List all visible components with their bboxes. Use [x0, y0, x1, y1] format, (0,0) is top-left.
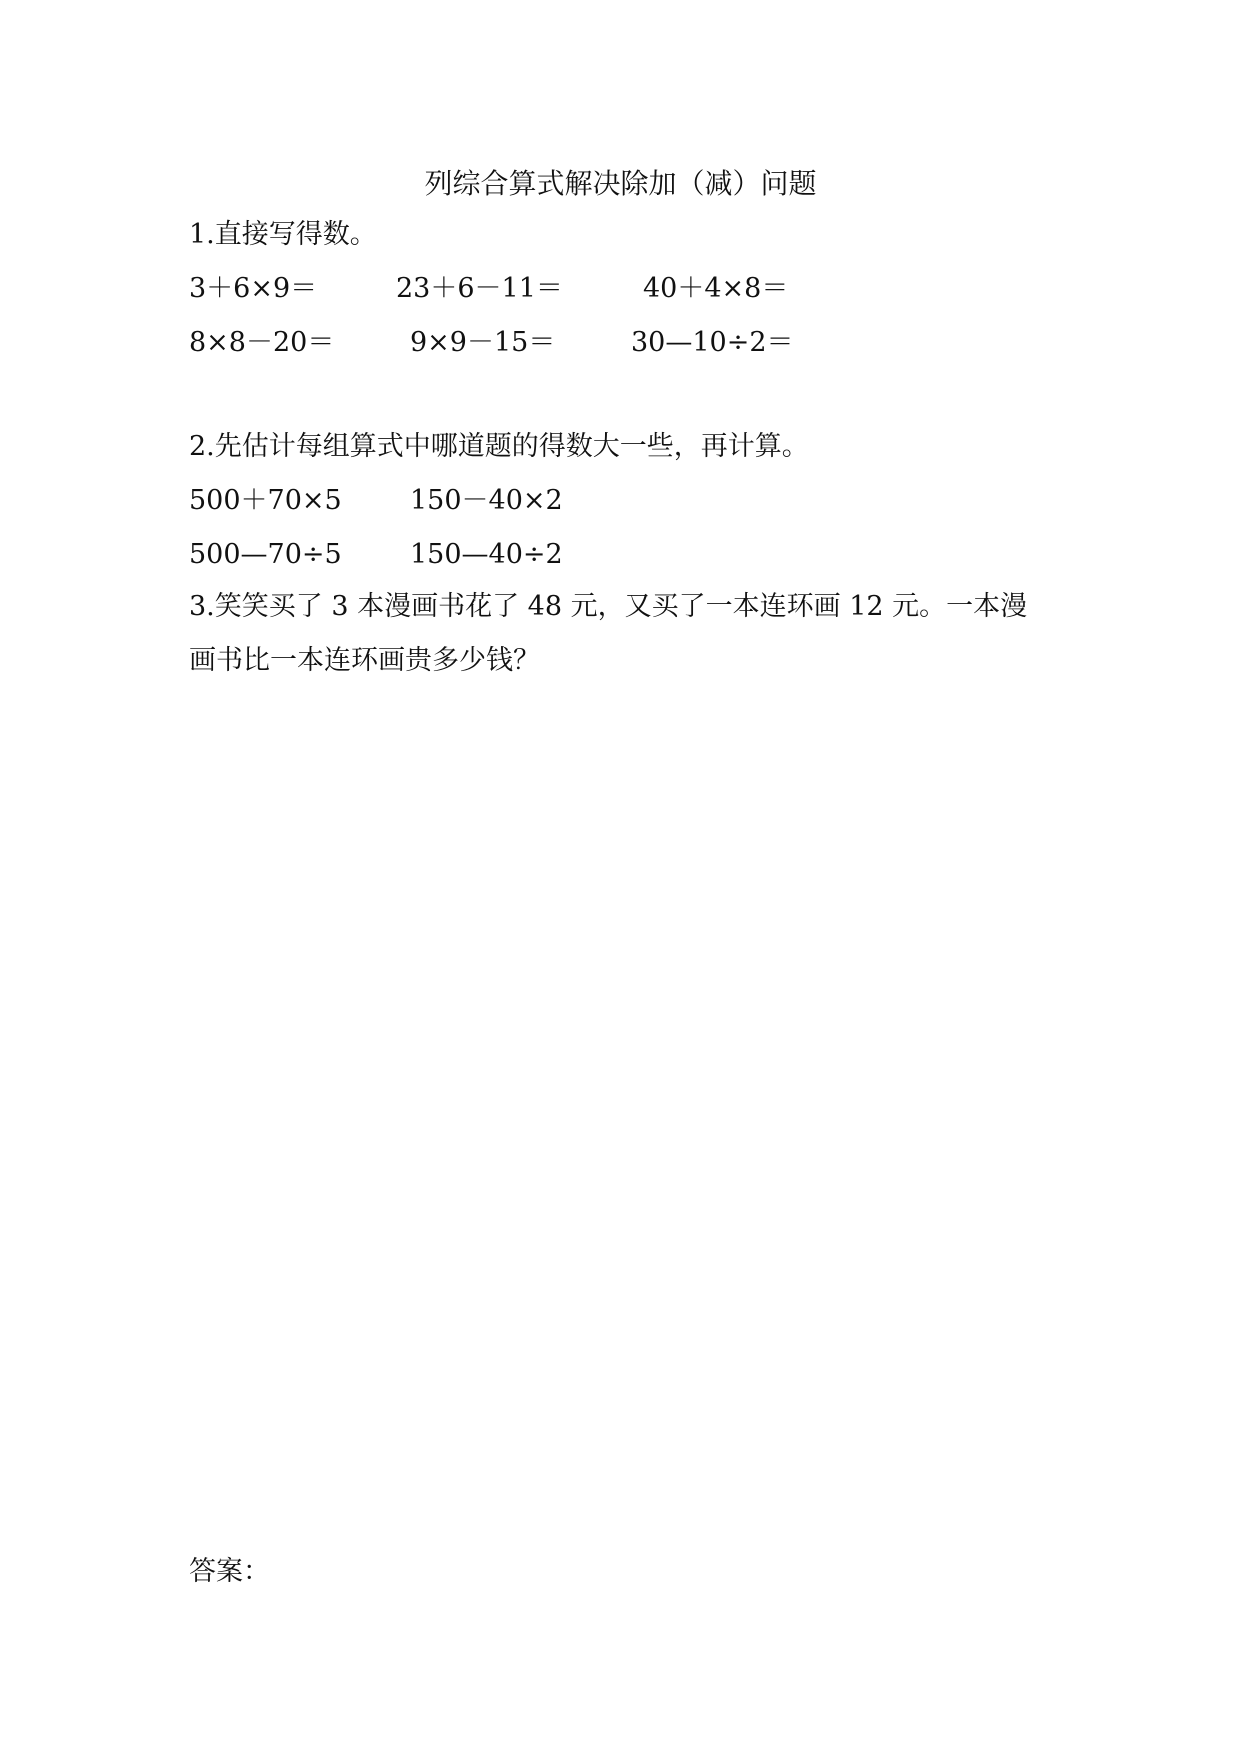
q2-expression: 150－40×2	[410, 485, 563, 516]
q3-text-line: 3.笑笑买了 3 本漫画书花了 48 元，又买了一本连环画 12 元。一本漫	[189, 591, 1028, 622]
answer-label: 答案：	[189, 1556, 270, 1587]
page-title: 列综合算式解决除加（减）问题	[424, 167, 817, 200]
q3-text-line: 画书比一本连环画贵多少钱？	[189, 645, 540, 676]
q1-expression: 40＋4×8＝	[643, 273, 789, 304]
q2-heading: 2.先估计每组算式中哪道题的得数大一些，再计算。	[189, 431, 809, 462]
q1-heading: 1.直接写得数。	[189, 219, 377, 250]
q1-expression: 30—10÷2＝	[631, 327, 794, 358]
q1-expression: 8×8－20＝	[189, 327, 335, 358]
q1-expression: 3＋6×9＝	[189, 273, 318, 304]
q1-expression: 23＋6－11＝	[396, 273, 563, 304]
q2-expression: 500—70÷5	[189, 539, 342, 570]
q2-expression: 500＋70×5	[189, 485, 342, 516]
q1-expression: 9×9－15＝	[410, 327, 556, 358]
q2-expression: 150—40÷2	[410, 539, 563, 570]
